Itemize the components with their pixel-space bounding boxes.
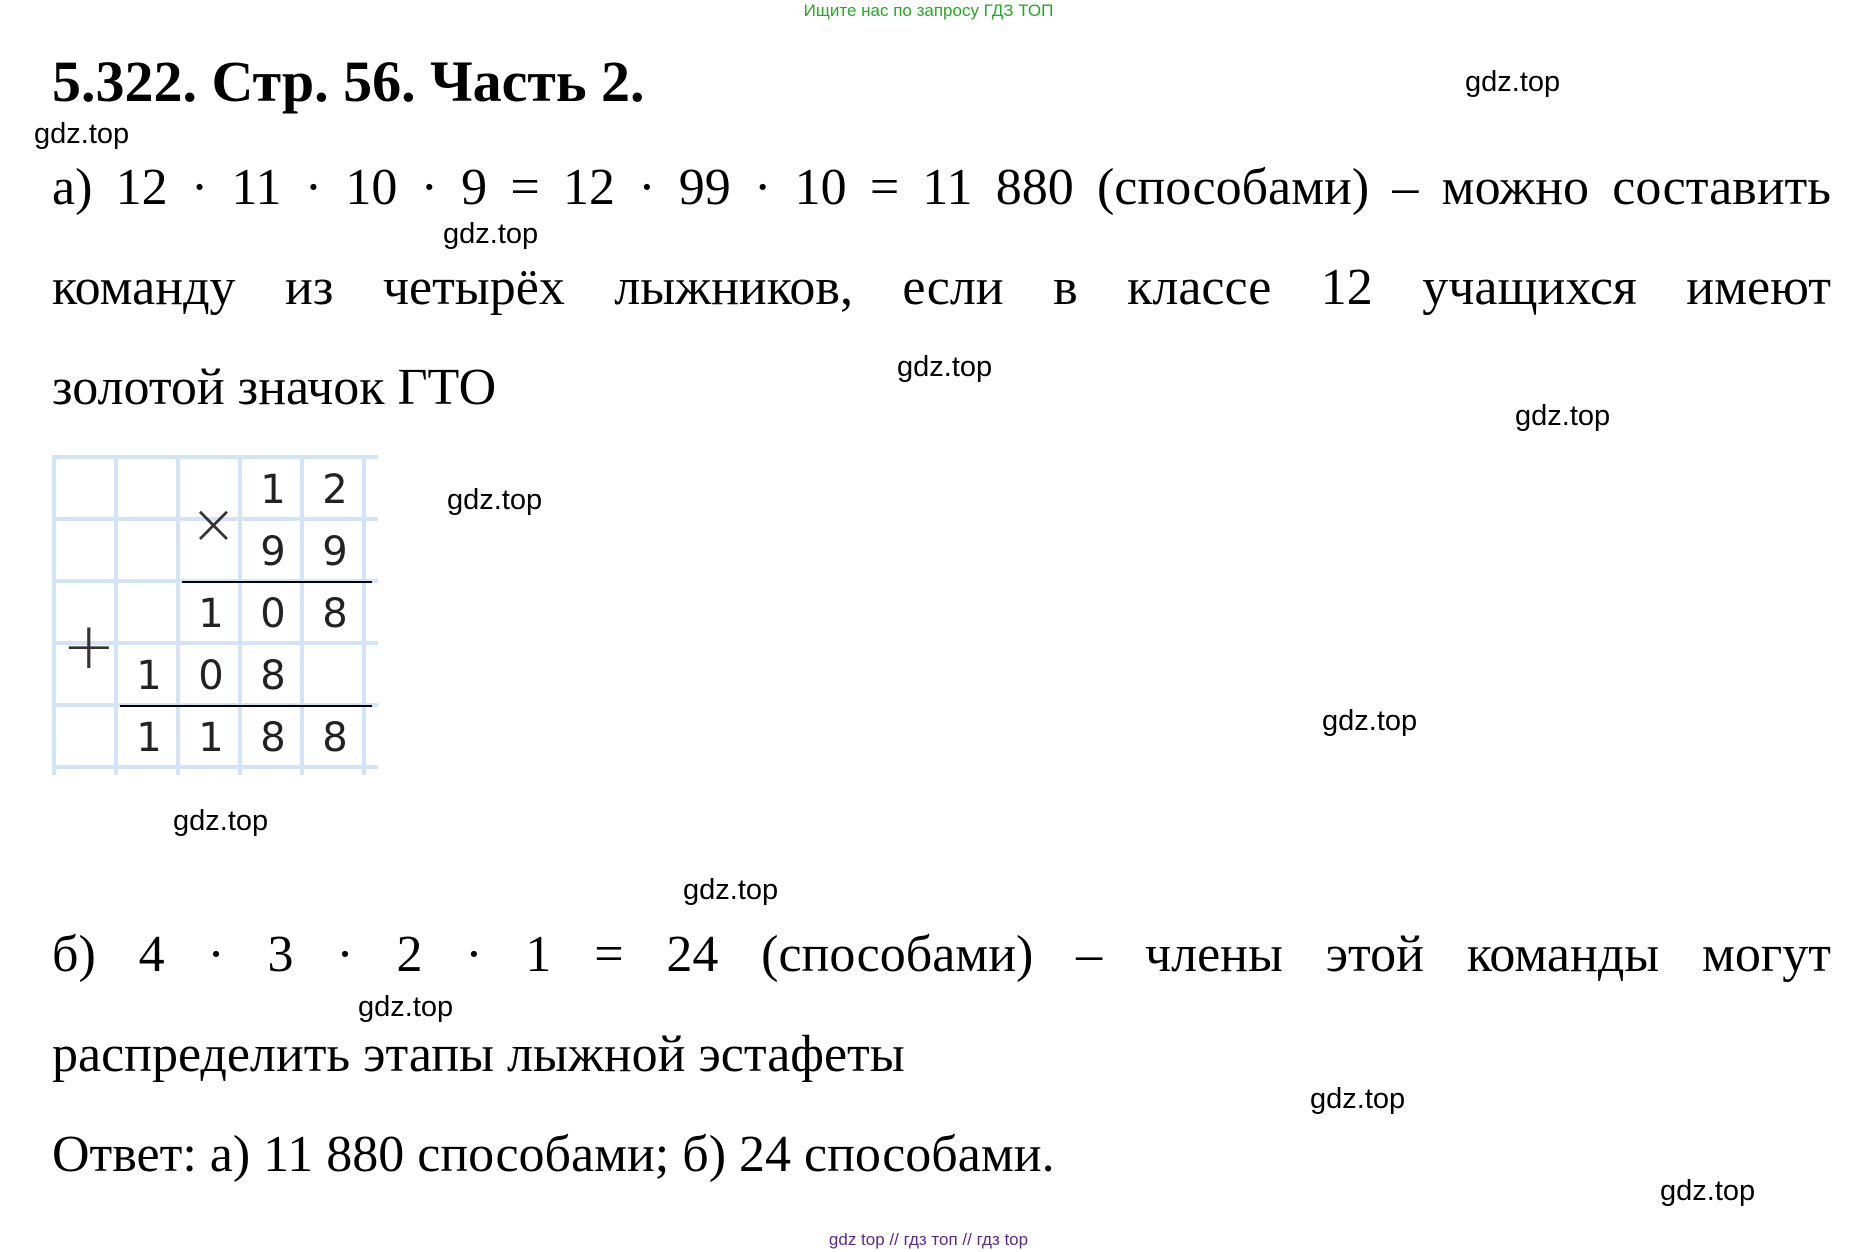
grid-digit [56,645,118,707]
part-b-line-1: б) 4 · 3 · 2 · 1 = 24 (способами) – члены этой команды могут [52,926,1831,983]
grid-digit: 1 [198,591,224,637]
grid-digit: 2 [322,467,348,513]
watermark: gdz.top [447,484,543,516]
grid-digit: 1 [198,715,224,761]
watermark: gdz.top [443,218,539,250]
grid-digit: 8 [260,653,286,699]
grid-digit: 1 [136,653,162,699]
watermark: gdz.top [897,351,993,383]
grid-digit [118,583,180,645]
answer-line: Ответ: а) 11 880 способами; б) 24 способами. [52,1126,1055,1183]
footer-links: gdz top // гдз топ // гдз top [828,1230,1029,1249]
grid-digit: 8 [322,715,348,761]
watermark: gdz.top [683,874,779,906]
page-title: 5.322. Стр. 56. Часть 2. [52,49,645,114]
grid-digit: 1 [136,715,162,761]
part-a-line-3: золотой значок ГТО [52,359,497,416]
grid-digit [56,707,118,769]
watermark: gdz.top [1310,1083,1406,1115]
multiply-sign: × [190,492,237,557]
part-b-line-2: распределить этапы лыжной эстафеты [52,1026,905,1083]
grid-digit: 8 [260,715,286,761]
top-banner: Ищите нас по запросу ГДЗ ТОП [803,1,1054,20]
grid-digit [56,583,118,645]
part-a-line-1: а) 12 · 11 · 10 · 9 = 12 · 99 · 10 = 11 880 (способами) – можно составить [52,159,1831,216]
add-sign: + [62,610,116,684]
grid-digit [180,459,242,521]
grid-digit: 0 [198,653,224,699]
grid-digit: 1 [260,467,286,513]
grid-digit: 9 [260,529,286,575]
watermark: gdz.top [358,991,454,1023]
watermark: gdz.top [173,805,269,837]
watermark: gdz.top [34,118,130,150]
grid-digit [118,521,180,583]
watermark: gdz.top [1660,1175,1756,1207]
grid-digit: 8 [322,591,348,637]
grid-digit: 9 [322,529,348,575]
watermark: gdz.top [1322,705,1418,737]
watermark: gdz.top [1515,400,1611,432]
grid-digit [304,645,366,707]
watermark: gdz.top [1465,66,1561,98]
grid-digit [56,521,118,583]
grid-digit [180,521,242,583]
multiplication-grid [52,455,378,775]
grid-digit [118,459,180,521]
part-a-line-2: команду из четырёх лыжников, если в классе 12 учащихся имеют [52,259,1831,316]
grid-digit [56,459,118,521]
grid-digit: 0 [260,591,286,637]
